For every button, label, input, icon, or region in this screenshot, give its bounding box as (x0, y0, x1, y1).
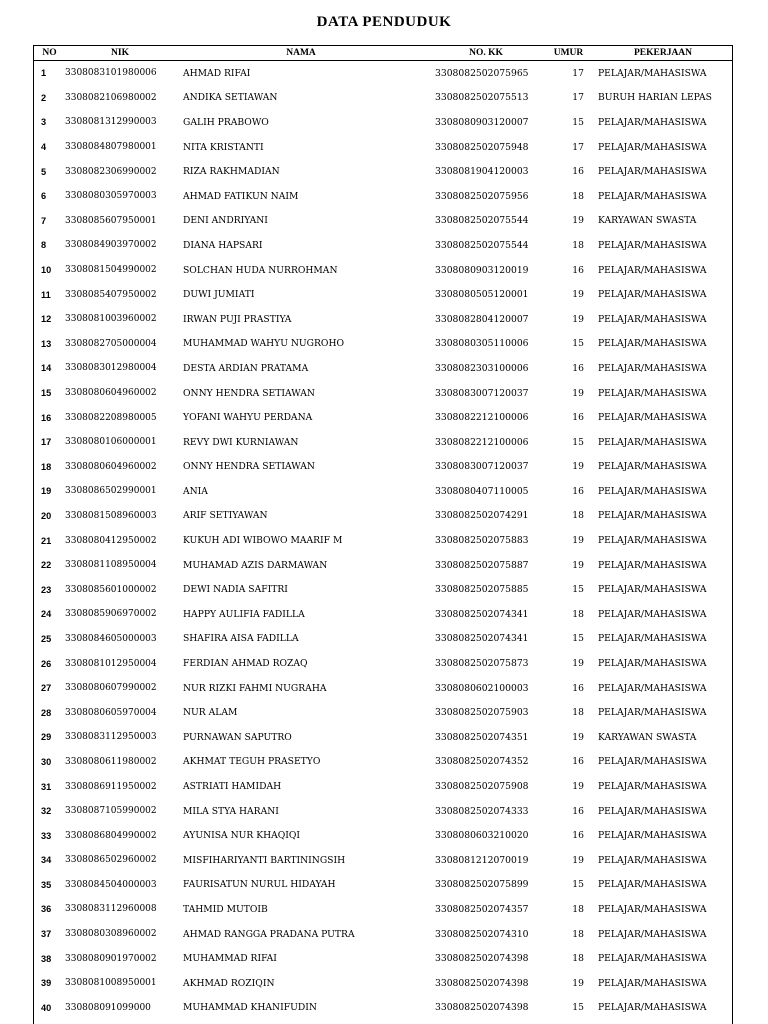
row-nama: HAPPY AULIFIA FADILLA (183, 608, 305, 620)
row-nama: FERDIAN AHMAD ROZAQ (183, 658, 308, 670)
row-number: 13 (41, 338, 52, 349)
population-table (34, 46, 733, 1020)
row-umur: 19 (572, 461, 584, 473)
row-number: 22 (41, 560, 52, 571)
row-nik: 3308086911950002 (65, 781, 157, 792)
row-pekerjaan: PELAJAR/MAHASISWA (598, 436, 707, 448)
row-number: 19 (41, 486, 52, 497)
row-no-kk: 3308082502074357 (435, 903, 529, 915)
row-no-kk: 3308082502075908 (435, 781, 529, 793)
row-no-kk: 3308081212070019 (435, 854, 529, 866)
table-row (34, 922, 733, 947)
row-pekerjaan: PELAJAR/MAHASISWA (598, 1002, 707, 1014)
row-pekerjaan: PELAJAR/MAHASISWA (598, 953, 707, 965)
row-nama: REVY DWI KURNIAWAN (183, 436, 299, 448)
table-row (34, 750, 733, 775)
table-row (34, 135, 733, 160)
row-no-kk: 3308080903120019 (435, 264, 529, 276)
row-umur: 15 (572, 1002, 584, 1014)
row-no-kk: 3308082502074341 (435, 608, 529, 620)
row-number: 35 (41, 879, 52, 890)
table-row (34, 873, 733, 898)
row-nama: AHMAD FATIKUN NAIM (183, 190, 299, 202)
row-no-kk: 3308082502074398 (435, 977, 529, 989)
row-nik: 3308086804990002 (65, 830, 157, 841)
row-pekerjaan: PELAJAR/MAHASISWA (598, 756, 707, 768)
row-nama: YOFANI WAHYU PERDANA (183, 412, 313, 424)
row-nama: NUR ALAM (183, 707, 238, 719)
row-nik: 3308086502990001 (65, 486, 157, 497)
row-nik: 3308084504000003 (65, 879, 157, 890)
table-row (34, 430, 733, 455)
row-number: 21 (41, 535, 52, 546)
row-umur: 18 (572, 190, 584, 202)
row-nama: KUKUH ADI WIBOWO MAARIF M (183, 535, 343, 547)
row-number: 17 (41, 437, 52, 448)
row-nik: 3308080604960002 (65, 388, 157, 399)
row-umur: 19 (572, 731, 584, 743)
row-number: 20 (41, 510, 52, 521)
row-umur: 19 (572, 535, 584, 547)
row-nama: FAURISATUN NURUL HIDAYAH (183, 879, 336, 891)
row-nama: ANIA (183, 485, 208, 497)
row-number: 27 (41, 683, 52, 694)
row-nik: 3308080412950002 (65, 535, 157, 546)
row-umur: 15 (572, 436, 584, 448)
row-nama: DUWI JUMIATI (183, 289, 255, 301)
row-umur: 16 (572, 166, 584, 178)
row-pekerjaan: PELAJAR/MAHASISWA (598, 658, 707, 670)
row-umur: 16 (572, 485, 584, 497)
table-row (34, 528, 733, 553)
row-umur: 17 (572, 141, 584, 153)
row-umur: 17 (572, 92, 584, 104)
row-nama: MUHAMMAD RIFAI (183, 953, 277, 965)
row-no-kk: 3308082502074310 (435, 928, 529, 940)
table-row (34, 823, 733, 848)
row-nama: DEWI NADIA SAFITRI (183, 584, 288, 596)
table-row (34, 332, 733, 357)
table-header-row (34, 46, 733, 61)
table-row (34, 946, 733, 971)
row-umur: 15 (572, 584, 584, 596)
page-title: DATA PENDUDUK (316, 14, 452, 30)
row-nik: 3308083112960008 (65, 904, 157, 915)
row-nama: ONNY HENDRA SETIAWAN (183, 387, 315, 399)
row-pekerjaan: PELAJAR/MAHASISWA (598, 264, 707, 276)
row-number: 6 (41, 191, 47, 202)
table-row (34, 86, 733, 111)
row-nama: GALIH PRABOWO (183, 116, 269, 128)
row-no-kk: 3308083007120037 (435, 461, 529, 473)
row-number: 25 (41, 633, 52, 644)
row-pekerjaan: PELAJAR/MAHASISWA (598, 633, 707, 645)
row-number: 10 (41, 265, 52, 276)
row-pekerjaan: PELAJAR/MAHASISWA (598, 977, 707, 989)
row-number: 4 (41, 142, 47, 153)
row-number: 39 (41, 978, 52, 989)
row-umur: 15 (572, 879, 584, 891)
row-umur: 16 (572, 682, 584, 694)
row-no-kk: 3308080407110005 (435, 485, 529, 497)
row-number: 11 (41, 289, 51, 300)
row-number: 2 (41, 92, 47, 103)
table-row (34, 799, 733, 824)
row-no-kk: 3308083007120037 (435, 387, 529, 399)
row-pekerjaan: PELAJAR/MAHASISWA (598, 879, 707, 891)
row-no-kk: 3308082502075903 (435, 707, 529, 719)
header-pekerjaan: PEKERJAAN (592, 46, 733, 61)
row-number: 37 (41, 929, 52, 940)
row-pekerjaan: PELAJAR/MAHASISWA (598, 559, 707, 571)
row-nik: 3308083112950003 (65, 732, 157, 743)
row-umur: 18 (572, 239, 584, 251)
row-nik: 3308080611980002 (65, 756, 157, 767)
row-umur: 18 (572, 510, 584, 522)
row-number: 31 (41, 781, 52, 792)
row-number: 24 (41, 609, 52, 620)
row-umur: 19 (572, 854, 584, 866)
row-umur: 19 (572, 977, 584, 989)
row-pekerjaan: PELAJAR/MAHASISWA (598, 854, 707, 866)
row-pekerjaan: PELAJAR/MAHASISWA (598, 362, 707, 374)
table-body (34, 61, 733, 1021)
row-number: 29 (41, 732, 52, 743)
row-nik: 3308080901970002 (65, 953, 157, 964)
row-pekerjaan: PELAJAR/MAHASISWA (598, 830, 707, 842)
table-row (34, 897, 733, 922)
table-row (34, 307, 733, 332)
table-row (34, 774, 733, 799)
row-number: 3 (41, 117, 47, 128)
row-no-kk: 3308082212100006 (435, 412, 529, 424)
row-no-kk: 3308082502075948 (435, 141, 529, 153)
row-pekerjaan: KARYAWAN SWASTA (598, 215, 697, 227)
row-nik: 3308084605000003 (65, 633, 157, 644)
row-no-kk: 3308082502075883 (435, 535, 529, 547)
row-umur: 18 (572, 928, 584, 940)
row-umur: 17 (572, 67, 584, 79)
table-row (34, 356, 733, 381)
row-umur: 16 (572, 805, 584, 817)
row-umur: 16 (572, 412, 584, 424)
row-pekerjaan: PELAJAR/MAHASISWA (598, 781, 707, 793)
row-number: 5 (41, 166, 47, 177)
row-pekerjaan: KARYAWAN SWASTA (598, 731, 697, 743)
row-nama: MUHAMAD AZIS DARMAWAN (183, 559, 328, 571)
row-no-kk: 3308082502074291 (435, 510, 529, 522)
table-row (34, 61, 733, 86)
row-pekerjaan: PELAJAR/MAHASISWA (598, 141, 707, 153)
row-umur: 19 (572, 215, 584, 227)
row-number: 34 (41, 855, 52, 866)
row-umur: 16 (572, 756, 584, 768)
row-no-kk: 3308082502075873 (435, 658, 529, 670)
row-nik: 3308083101980006 (65, 68, 157, 79)
table-row (34, 184, 733, 209)
row-number: 18 (41, 461, 52, 472)
table-row (34, 971, 733, 996)
table-row (34, 282, 733, 307)
row-no-kk: 3308082502075544 (435, 239, 529, 251)
row-nik: 3308082306990002 (65, 166, 157, 177)
row-pekerjaan: PELAJAR/MAHASISWA (598, 584, 707, 596)
row-nik: 3308081003960002 (65, 314, 157, 325)
row-number: 36 (41, 904, 52, 915)
row-number: 38 (41, 953, 52, 964)
table-row (34, 159, 733, 184)
row-no-kk: 3308082502074352 (435, 756, 529, 768)
row-nik: 3308081312990003 (65, 117, 157, 128)
row-nama: PURNAWAN SAPUTRO (183, 731, 292, 743)
row-number: 23 (41, 584, 52, 595)
row-umur: 16 (572, 264, 584, 276)
row-no-kk: 3308081904120003 (435, 166, 529, 178)
row-nik: 3308086502960002 (65, 855, 157, 866)
table-row (34, 577, 733, 602)
row-umur: 19 (572, 289, 584, 301)
row-nik: 3308083012980004 (65, 363, 157, 374)
row-number: 26 (41, 658, 52, 669)
row-nik: 330808091099000 (65, 1002, 151, 1013)
row-number: 14 (41, 363, 52, 374)
row-pekerjaan: BURUH HARIAN LEPAS (598, 92, 712, 104)
row-pekerjaan: PELAJAR/MAHASISWA (598, 461, 707, 473)
row-nama: NUR RIZKI FAHMI NUGRAHA (183, 682, 327, 694)
table-row (34, 996, 733, 1021)
row-no-kk: 3308080903120007 (435, 116, 529, 128)
row-pekerjaan: PELAJAR/MAHASISWA (598, 338, 707, 350)
row-nik: 3308082208980005 (65, 412, 157, 423)
row-umur: 16 (572, 362, 584, 374)
row-nama: AKHMAT TEGUH PRASETYO (183, 756, 321, 768)
row-nik: 3308080106000001 (65, 437, 157, 448)
row-umur: 19 (572, 313, 584, 325)
row-number: 12 (41, 314, 52, 325)
row-umur: 19 (572, 658, 584, 670)
row-nik: 3308080605970004 (65, 707, 157, 718)
table-row (34, 258, 733, 283)
header-nik: NIK (65, 46, 175, 61)
row-no-kk: 3308082502075899 (435, 879, 529, 891)
row-umur: 18 (572, 707, 584, 719)
row-number: 16 (41, 412, 52, 423)
row-nama: MUHAMMAD WAHYU NUGROHO (183, 338, 345, 350)
row-umur: 18 (572, 953, 584, 965)
row-pekerjaan: PELAJAR/MAHASISWA (598, 387, 707, 399)
row-nama: AKHMAD ROZIQIN (183, 977, 275, 989)
row-no-kk: 3308082804120007 (435, 313, 529, 325)
row-umur: 15 (572, 633, 584, 645)
row-nama: MISFIHARIYANTI BARTININGSIH (183, 854, 346, 866)
row-nama: AHMAD RANGGA PRADANA PUTRA (183, 928, 355, 940)
row-pekerjaan: PELAJAR/MAHASISWA (598, 313, 707, 325)
row-pekerjaan: PELAJAR/MAHASISWA (598, 190, 707, 202)
row-nik: 3308082106980002 (65, 92, 157, 103)
row-nik: 3308087105990002 (65, 806, 157, 817)
row-no-kk: 3308082502074351 (435, 731, 529, 743)
row-nik: 3308080308960002 (65, 929, 157, 940)
row-nik: 3308081508960003 (65, 510, 157, 521)
row-nik: 3308085407950002 (65, 289, 157, 300)
table-row (34, 233, 733, 258)
row-no-kk: 3308080305110006 (435, 338, 529, 350)
row-nama: TAHMID MUTOIB (183, 903, 268, 915)
row-pekerjaan: PELAJAR/MAHASISWA (598, 608, 707, 620)
row-no-kk: 3308082212100006 (435, 436, 529, 448)
row-nik: 3308081108950004 (65, 560, 157, 571)
header-umur: UMUR (545, 46, 592, 61)
table-row (34, 627, 733, 652)
row-nama: ANDIKA SETIAWAN (183, 92, 278, 104)
table-row (34, 676, 733, 701)
row-pekerjaan: PELAJAR/MAHASISWA (598, 412, 707, 424)
row-nama: DENI ANDRIYANI (183, 215, 268, 227)
table-row (34, 209, 733, 234)
row-no-kk: 3308082502074333 (435, 805, 529, 817)
row-nama: ONNY HENDRA SETIAWAN (183, 461, 315, 473)
row-nama: AHMAD RIFAI (183, 67, 251, 79)
row-nik: 3308085906970002 (65, 609, 157, 620)
row-no-kk: 3308082502075513 (435, 92, 529, 104)
header-nama: NAMA (175, 46, 427, 61)
row-nik: 3308080607990002 (65, 683, 157, 694)
row-umur: 19 (572, 559, 584, 571)
row-pekerjaan: PELAJAR/MAHASISWA (598, 116, 707, 128)
row-umur: 15 (572, 116, 584, 128)
row-pekerjaan: PELAJAR/MAHASISWA (598, 682, 707, 694)
row-pekerjaan: PELAJAR/MAHASISWA (598, 289, 707, 301)
row-pekerjaan: PELAJAR/MAHASISWA (598, 485, 707, 497)
row-nama: SOLCHAN HUDA NURROHMAN (183, 264, 338, 276)
row-pekerjaan: PELAJAR/MAHASISWA (598, 805, 707, 817)
row-nama: NITA KRISTANTI (183, 141, 264, 153)
row-nama: RIZA RAKHMADIAN (183, 166, 280, 178)
row-number: 40 (41, 1002, 52, 1013)
row-umur: 18 (572, 903, 584, 915)
row-pekerjaan: PELAJAR/MAHASISWA (598, 67, 707, 79)
row-no-kk: 3308082502075885 (435, 584, 529, 596)
row-nik: 3308084807980001 (65, 142, 157, 153)
row-pekerjaan: PELAJAR/MAHASISWA (598, 535, 707, 547)
row-no-kk: 3308082502075887 (435, 559, 529, 571)
row-nama: ARIF SETIYAWAN (183, 510, 268, 522)
table-row (34, 848, 733, 873)
row-number: 33 (41, 830, 52, 841)
row-no-kk: 3308082303100006 (435, 362, 529, 374)
row-pekerjaan: PELAJAR/MAHASISWA (598, 510, 707, 522)
row-umur: 16 (572, 830, 584, 842)
row-number: 30 (41, 756, 52, 767)
table-row (34, 455, 733, 480)
row-number: 8 (41, 240, 47, 251)
row-no-kk: 3308082502075544 (435, 215, 529, 227)
row-no-kk: 3308080603210020 (435, 830, 529, 842)
row-nik: 3308085607950001 (65, 215, 157, 226)
table-row (34, 725, 733, 750)
row-no-kk: 3308082502074398 (435, 1002, 529, 1014)
row-nama: DIANA HAPSARI (183, 239, 263, 251)
row-number: 1 (41, 68, 47, 79)
row-nama: SHAFIRA AISA FADILLA (183, 633, 299, 645)
header-no-kk: NO. KK (427, 46, 545, 61)
row-nik: 3308081504990002 (65, 265, 157, 276)
row-no-kk: 3308082502075965 (435, 67, 529, 79)
table-row (34, 479, 733, 504)
row-no-kk: 3308082502075956 (435, 190, 529, 202)
row-umur: 18 (572, 608, 584, 620)
row-nama: MILA STYA HARANI (183, 805, 279, 817)
row-number: 15 (41, 388, 52, 399)
row-nama: ASTRIATI HAMIDAH (183, 781, 282, 793)
row-pekerjaan: PELAJAR/MAHASISWA (598, 239, 707, 251)
row-no-kk: 3308082502074341 (435, 633, 529, 645)
row-pekerjaan: PELAJAR/MAHASISWA (598, 166, 707, 178)
row-number: 7 (41, 215, 47, 226)
table-row (34, 553, 733, 578)
row-nik: 3308081012950004 (65, 658, 157, 669)
row-number: 28 (41, 707, 52, 718)
row-nik: 3308081008950001 (65, 978, 157, 989)
table-row (34, 602, 733, 627)
table-row (34, 381, 733, 406)
row-umur: 15 (572, 338, 584, 350)
row-no-kk: 3308082502074398 (435, 953, 529, 965)
table-row (34, 504, 733, 529)
row-nama: DESTA ARDIAN PRATAMA (183, 362, 309, 374)
row-nik: 3308084903970002 (65, 240, 157, 251)
row-no-kk: 3308080505120001 (435, 289, 529, 301)
row-nama: AYUNISA NUR KHAQIQI (183, 830, 301, 842)
row-nik: 3308085601000002 (65, 584, 157, 595)
table-row (34, 405, 733, 430)
row-umur: 19 (572, 781, 584, 793)
header-no: NO (34, 46, 65, 61)
row-pekerjaan: PELAJAR/MAHASISWA (598, 928, 707, 940)
data-table-container (33, 45, 733, 1024)
row-pekerjaan: PELAJAR/MAHASISWA (598, 903, 707, 915)
row-pekerjaan: PELAJAR/MAHASISWA (598, 707, 707, 719)
table-row (34, 110, 733, 135)
row-number: 32 (41, 806, 52, 817)
row-nik: 3308080305970003 (65, 191, 157, 202)
row-no-kk: 3308080602100003 (435, 682, 529, 694)
table-row (34, 651, 733, 676)
row-nik: 3308082705000004 (65, 338, 157, 349)
row-nama: IRWAN PUJI PRASTIYA (183, 313, 292, 325)
row-nik: 3308080604960002 (65, 461, 157, 472)
row-umur: 19 (572, 387, 584, 399)
table-row (34, 700, 733, 725)
row-nama: MUHAMMAD KHANIFUDIN (183, 1002, 317, 1014)
